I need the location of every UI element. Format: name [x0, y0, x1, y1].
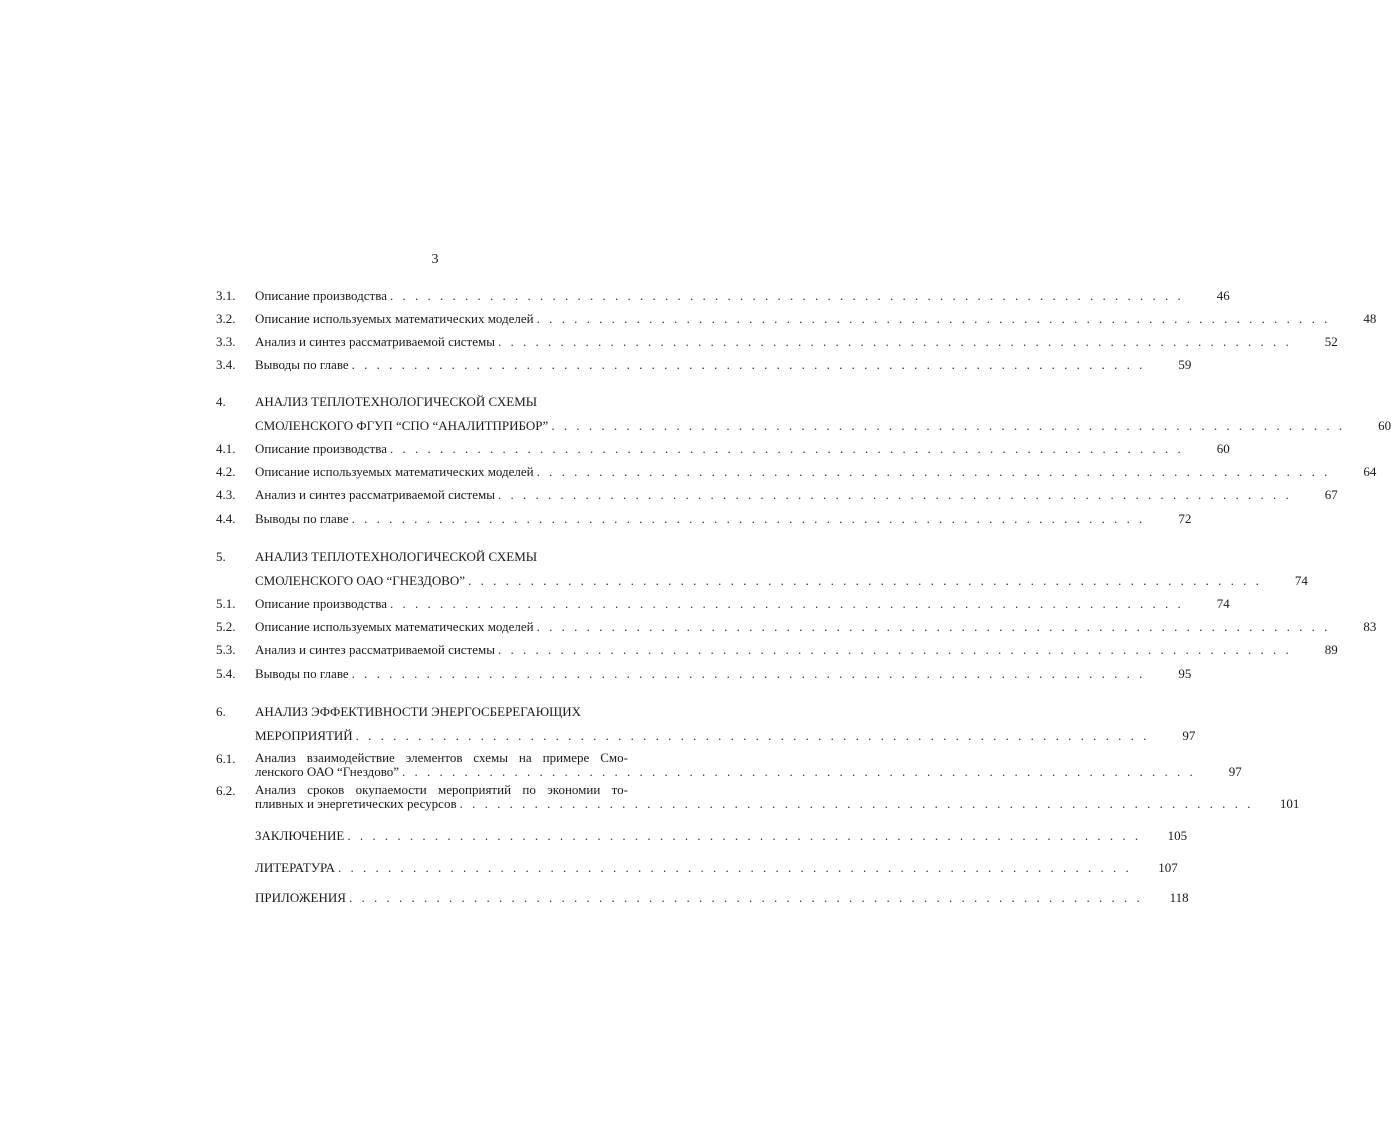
dot-leader: . . . . . . . . . . . . . . . . . . . . . . . . . . . . . . . . . . . . . . . . . . . . . . . . . . . . . . . . . . . . . . . .	[351, 357, 1146, 372]
toc-entry-title-line1: АНАЛИЗ ТЕПЛОТЕХНОЛОГИЧЕСКОЙ СХЕМЫ	[255, 549, 538, 564]
toc-entry-title: ПРИЛОЖЕНИЯ	[255, 890, 346, 905]
toc-entry-title: Описание производства	[255, 288, 387, 303]
toc-entry-number: 6.1.	[216, 751, 236, 766]
dot-leader: . . . . . . . . . . . . . . . . . . . . . . . . . . . . . . . . . . . . . . . . . . . . . . . . . . . . . . . . . . . . . . . .	[351, 666, 1146, 681]
toc-entry-title-line1: Анализ взаимодействие элементов схемы на примере Смо-	[255, 750, 628, 765]
toc-entry-title-line1: Анализ сроков окупаемости мероприятий по экономии то-	[255, 782, 628, 797]
toc-entry-title: Анализ и синтез рассматриваемой системы	[255, 334, 495, 349]
toc-entry-page: 118	[1169, 890, 1189, 905]
toc-entry-page: 107	[1158, 860, 1178, 875]
toc-entry-title: Выводы по главе	[255, 357, 349, 372]
dot-leader: . . . . . . . . . . . . . . . . . . . . . . . . . . . . . . . . . . . . . . . . . . . . . . . . . . . . . . . . . . . . . . . .	[551, 418, 1346, 433]
toc-entry-number: 3.2.	[216, 311, 236, 326]
toc-entry-page: 95	[1178, 666, 1192, 681]
dot-leader: . . . . . . . . . . . . . . . . . . . . . . . . . . . . . . . . . . . . . . . . . . . . . . . . . . . . . . . . . . . . . . . .	[347, 828, 1142, 843]
dot-leader: . . . . . . . . . . . . . . . . . . . . . . . . . . . . . . . . . . . . . . . . . . . . . . . . . . . . . . . . . . . . . . . .	[468, 573, 1262, 588]
toc-entry-title-line2: ленского ОАО “Гнездово”	[255, 764, 400, 779]
toc-entry-title: ЗАКЛЮЧЕНИЕ	[255, 828, 345, 843]
toc-entry-title: Анализ и синтез рассматриваемой системы	[255, 487, 495, 502]
toc-entry-title: Описание производства	[255, 441, 387, 456]
toc-entry-page: 60	[1378, 418, 1391, 433]
toc-entry-page: 74	[1294, 573, 1308, 588]
toc-entry-title-line1: АНАЛИЗ ЭФФЕКТИВНОСТИ ЭНЕРГОСБЕРЕГАЮЩИХ	[255, 704, 581, 719]
toc-entry-number: 4.3.	[216, 487, 236, 502]
toc-entry-page: 52	[1324, 334, 1338, 349]
toc-entry-number: 5.4.	[216, 666, 236, 681]
toc-entry-page: 59	[1178, 357, 1192, 372]
toc-entry-title-line2: пливных и энергетических ресурсов	[255, 796, 457, 811]
toc-entry-title: Описание используемых математических моделей	[255, 311, 534, 326]
toc-entry-number: 6.	[216, 704, 226, 719]
dot-leader: . . . . . . . . . . . . . . . . . . . . . . . . . . . . . . . . . . . . . . . . . . . . . . . . . . . . . . . . . . . . . . . .	[389, 596, 1184, 611]
toc-entry-page: 101	[1279, 796, 1300, 811]
dot-leader: . . . . . . . . . . . . . . . . . . . . . . . . . . . . . . . . . . . . . . . . . . . . . . . . . . . . . . . . . . . . . . . .	[338, 860, 1132, 875]
toc-entry-page: 67	[1324, 487, 1338, 502]
dot-leader: . . . . . . . . . . . . . . . . . . . . . . . . . . . . . . . . . . . . . . . . . . . . . . . . . . . . . . . . . . . . . . . .	[497, 334, 1292, 349]
toc-entry-title: Описание используемых математических моделей	[255, 464, 534, 479]
toc-entry-number: 5.3.	[216, 642, 236, 657]
toc-entry-page: 89	[1324, 642, 1338, 657]
toc-entry-number: 4.1.	[216, 441, 236, 456]
toc-entry-number: 3.4.	[216, 357, 236, 372]
toc-entry-title-line2: СМОЛЕНСКОГО ФГУП “СПО “АНАЛИТПРИБОР”	[255, 418, 549, 433]
toc-entry-title: ЛИТЕРАТУРА	[255, 860, 335, 875]
dot-leader: . . . . . . . . . . . . . . . . . . . . . . . . . . . . . . . . . . . . . . . . . . . . . . . . . . . . . . . . . . . . . . . .	[348, 890, 1143, 905]
dot-leader: . . . . . . . . . . . . . . . . . . . . . . . . . . . . . . . . . . . . . . . . . . . . . . . . . . . . . . . . . . . . . . . .	[497, 642, 1292, 657]
toc-entry-page: 97	[1228, 764, 1242, 779]
dot-leader: . . . . . . . . . . . . . . . . . . . . . . . . . . . . . . . . . . . . . . . . . . . . . . . . . . . . . . . . . . . . . . . .	[536, 464, 1331, 479]
toc-entry-page: 72	[1178, 511, 1192, 526]
toc-entry-title-line2: СМОЛЕНСКОГО ОАО “ГНЕЗДОВО”	[255, 573, 466, 588]
toc-entry-title: Описание производства	[255, 596, 387, 611]
toc-entry-number: 3.3.	[216, 334, 236, 349]
toc-entry-number: 3.1.	[216, 288, 236, 303]
toc-entry-page: 105	[1167, 828, 1188, 843]
dot-leader: . . . . . . . . . . . . . . . . . . . . . . . . . . . . . . . . . . . . . . . . . . . . . . . . . . . . . . . . . . . . . . . .	[459, 796, 1254, 811]
dot-leader: . . . . . . . . . . . . . . . . . . . . . . . . . . . . . . . . . . . . . . . . . . . . . . . . . . . . . . . . . . . . . . . .	[355, 728, 1150, 743]
toc-entry-page: 74	[1216, 596, 1230, 611]
dot-leader: . . . . . . . . . . . . . . . . . . . . . . . . . . . . . . . . . . . . . . . . . . . . . . . . . . . . . . . . . . . . . . . .	[351, 511, 1146, 526]
toc-entry-page: 64	[1363, 464, 1377, 479]
toc-entry-page: 48	[1363, 311, 1377, 326]
toc-entry-number: 4.4.	[216, 511, 236, 526]
dot-leader: . . . . . . . . . . . . . . . . . . . . . . . . . . . . . . . . . . . . . . . . . . . . . . . . . . . . . . . . . . . . . . . .	[402, 764, 1196, 779]
dot-leader: . . . . . . . . . . . . . . . . . . . . . . . . . . . . . . . . . . . . . . . . . . . . . . . . . . . . . . . . . . . . . . . .	[536, 311, 1331, 326]
toc-entry-page: 60	[1216, 441, 1230, 456]
toc-entry-page: 83	[1363, 619, 1377, 634]
toc-entry-number: 4.	[216, 394, 226, 409]
dot-leader: . . . . . . . . . . . . . . . . . . . . . . . . . . . . . . . . . . . . . . . . . . . . . . . . . . . . . . . . . . . . . . . .	[389, 441, 1184, 456]
toc-entry-title: Описание используемых математических моделей	[255, 619, 534, 634]
toc-entry-number: 5.1.	[216, 596, 236, 611]
toc-entry-title: Выводы по главе	[255, 511, 349, 526]
toc-entry-number: 5.2.	[216, 619, 236, 634]
toc-entry-number: 5.	[216, 549, 226, 564]
toc-entry-title-line2: МЕРОПРИЯТИЙ	[255, 728, 353, 743]
toc-entry-title: Анализ и синтез рассматриваемой системы	[255, 642, 495, 657]
toc-entry-page: 97	[1182, 728, 1196, 743]
dot-leader: . . . . . . . . . . . . . . . . . . . . . . . . . . . . . . . . . . . . . . . . . . . . . . . . . . . . . . . . . . . . . . . .	[536, 619, 1331, 634]
dot-leader: . . . . . . . . . . . . . . . . . . . . . . . . . . . . . . . . . . . . . . . . . . . . . . . . . . . . . . . . . . . . . . . .	[389, 288, 1184, 303]
toc-entry-number: 6.2.	[216, 783, 236, 798]
toc-entry-number: 4.2.	[216, 464, 236, 479]
toc-entry-title-line1: АНАЛИЗ ТЕПЛОТЕХНОЛОГИЧЕСКОЙ СХЕМЫ	[255, 394, 538, 409]
toc-entry-page: 46	[1216, 288, 1230, 303]
page-number: 3	[431, 252, 439, 267]
dot-leader: . . . . . . . . . . . . . . . . . . . . . . . . . . . . . . . . . . . . . . . . . . . . . . . . . . . . . . . . . . . . . . . .	[497, 487, 1292, 502]
toc-entry-title: Выводы по главе	[255, 666, 349, 681]
